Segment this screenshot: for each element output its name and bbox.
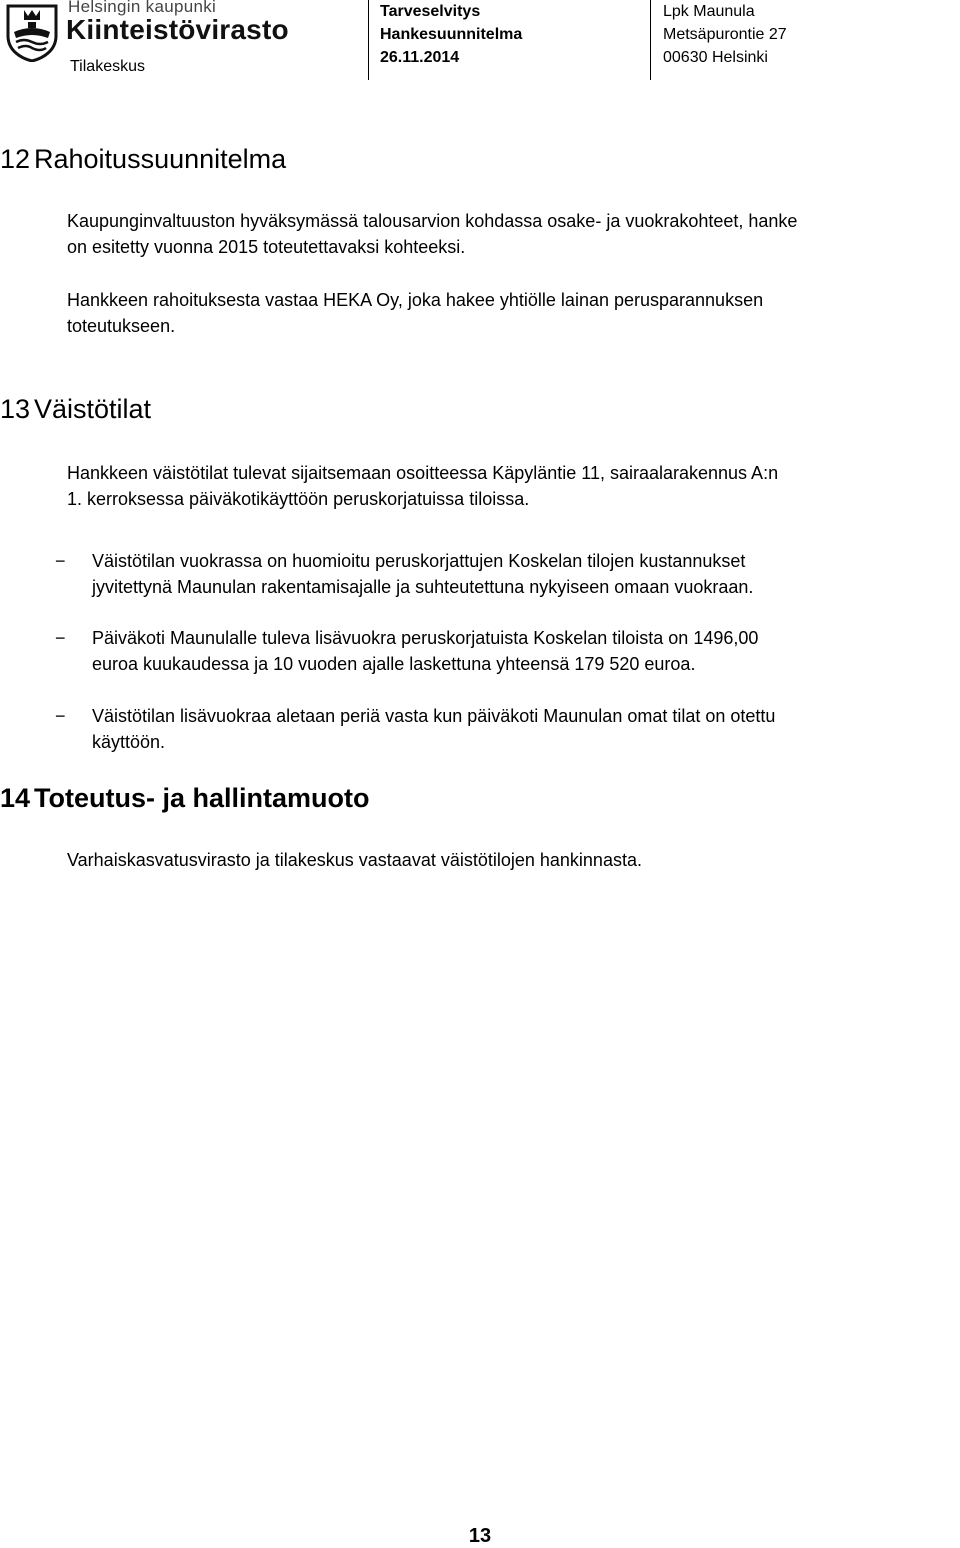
paragraph (67, 847, 960, 873)
section-title: Rahoitussuunnitelma (34, 144, 287, 174)
section-heading (0, 394, 151, 425)
list-item (92, 548, 960, 600)
city-crest-logo (4, 2, 60, 62)
paragraph (67, 287, 960, 339)
section-number: 12 (0, 144, 31, 174)
paragraph (67, 460, 960, 512)
section-title: Väistötilat (34, 394, 152, 424)
section-heading (0, 783, 369, 814)
text-line: on esitetty vuonna 2015 toteutettavaksi kohteeksi. (67, 237, 466, 257)
text-line: toteutukseen. (67, 316, 176, 336)
site-city: 00630 Helsinki (663, 49, 768, 66)
list-item (92, 625, 960, 677)
document-type: Tarveselvitys (380, 3, 481, 20)
section-number: 14 (0, 783, 31, 813)
paragraph (67, 208, 960, 260)
text-line: 1. kerroksessa päiväkotikäyttöön peruskorjatuissa tiloissa. (67, 489, 530, 509)
header-site-info (663, 0, 787, 69)
section-heading (0, 144, 286, 175)
page-number: 13 (468, 1525, 492, 1547)
text-line: Hankkeen väistötilat tulevat sijaitsemaan osoitteessa Käpyläntie 11, sairaalarakennus A:n (67, 463, 779, 483)
text-line: Väistötilan lisävuokraa aletaan periä vasta kun päiväkoti Maunulan omat tilat on otettu (92, 706, 776, 726)
site-name: Lpk Maunula (663, 3, 755, 20)
text-line: jyvitettynä Maunulan rakentamisajalle ja suhteutettuna nykyiseen omaan vuokraan. (92, 577, 754, 597)
logo-city-name: Helsingin kaupunki (68, 0, 217, 16)
bullet-marker: − (55, 551, 66, 571)
text-line: käyttöön. (92, 732, 166, 752)
text-line: Hankkeen rahoituksesta vastaa HEKA Oy, joka hakee yhtiölle lainan perusparannuksen (67, 290, 764, 310)
document-subtype: Hankesuunnitelma (380, 26, 523, 43)
section-number: 13 (0, 394, 31, 424)
section-title: Toteutus- ja hallintamuoto (34, 783, 370, 813)
text-line: Kaupunginvaltuuston hyväksymässä talousarvion kohdassa osake- ja vuokrakohteet, hanke (67, 211, 798, 231)
text-line: Päiväkoti Maunulalle tuleva lisävuokra peruskorjatuista Koskelan tiloista on 1496,00 (92, 628, 759, 648)
header-divider (650, 0, 651, 80)
text-line: euroa kuukaudessa ja 10 vuoden ajalle laskettuna yhteensä 179 520 euroa. (92, 654, 696, 674)
document-date: 26.11.2014 (380, 49, 460, 66)
text-line: Väistötilan vuokrassa on huomioitu peruskorjattujen Koskelan tilojen kustannukset (92, 551, 746, 571)
header-divider (368, 0, 369, 80)
bullet-marker: − (55, 628, 66, 648)
header-unit: Tilakeskus (70, 58, 145, 75)
site-street: Metsäpurontie 27 (663, 26, 787, 43)
header-document-info (380, 0, 522, 69)
text-line: Varhaiskasvatusvirasto ja tilakeskus vastaavat väistötilojen hankinnasta. (67, 850, 642, 870)
logo-department-name: Kiinteistövirasto (66, 14, 289, 45)
list-item (92, 703, 960, 755)
bullet-marker: − (55, 706, 66, 726)
